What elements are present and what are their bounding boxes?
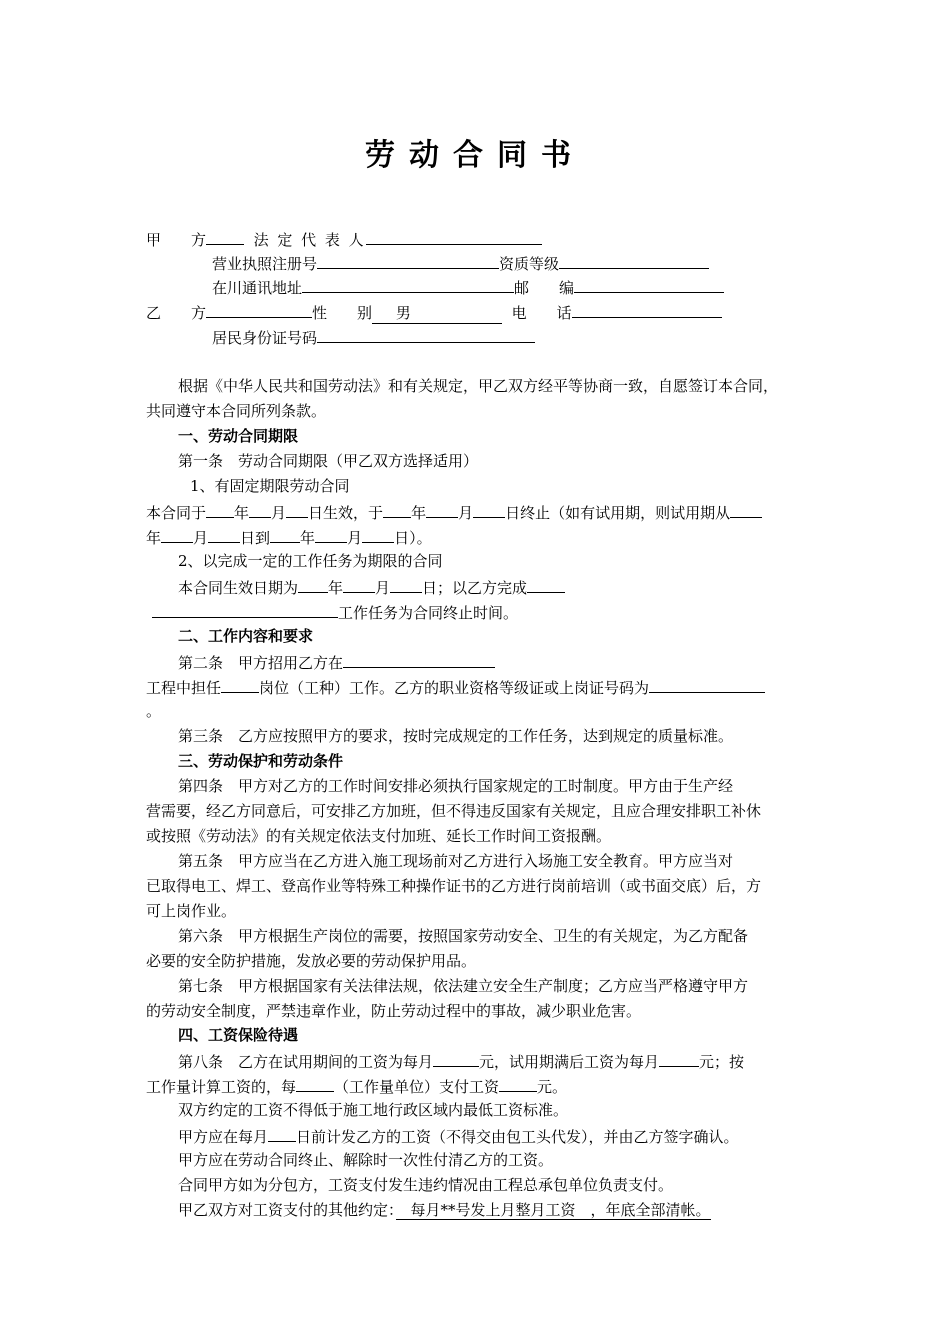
item-2: 2、以完成一定的工作任务为期限的合同	[178, 552, 443, 570]
legal-rep-blank	[366, 228, 542, 245]
article-6-line-1: 第六条 甲方根据生产岗位的需要，按照国家劳动安全、卫生的有关规定，为乙方配备	[178, 927, 749, 945]
article-4-line-3: 或按照《劳动法》的有关规定依法支付加班、延长工作时间工资报酬。	[146, 827, 612, 845]
section-1-heading: 一、劳动合同期限	[178, 427, 299, 445]
address-blank	[302, 276, 514, 293]
party-a-label: 甲 方	[146, 231, 207, 249]
article-6-line-2: 必要的安全防护措施，发放必要的劳动保护用品。	[146, 952, 477, 970]
section-3-heading: 三、劳动保护和劳动条件	[178, 752, 344, 770]
other-agreement-label: 甲乙双方对工资支付的其他约定：	[178, 1201, 396, 1219]
article-2-line-2: 工程中担任 岗位（工种）工作。乙方的职业资格等级证或上岗证号码为	[146, 676, 765, 698]
party-b-line	[146, 301, 722, 324]
article-8-line-1: 第八条 乙方在试用期间的工资为每月 元，试用期满后工资为每月 元；按	[178, 1050, 744, 1072]
article-2-line-3: 。	[146, 702, 162, 720]
intro-line-2: 共同遵守本合同所列条款。	[146, 402, 327, 420]
license-line	[212, 252, 709, 274]
section-4-heading: 四、工资保险待遇	[178, 1026, 299, 1044]
article-7-line-2: 的劳动安全制度，严禁违章作业，防止劳动过程中的事故，减少职业危害。	[146, 1002, 642, 1020]
task-line-2: 工作任务为合同终止时间。	[152, 601, 518, 623]
party-b-label: 乙 方	[146, 304, 207, 322]
article-7-line-1: 第七条 甲方根据国家有关法律法规，依法建立安全生产制度；乙方应当严格遵守甲方	[178, 977, 749, 995]
wage-clause-5	[178, 1200, 711, 1220]
phone-label: 电 话	[511, 304, 572, 322]
legal-rep-label: 法 定 代 表 人	[253, 231, 366, 249]
article-8-line-2: 工作量计算工资的，每 （工作量单位）支付工资 元。	[146, 1075, 567, 1097]
id-label: 居民身份证号码	[212, 329, 318, 347]
article-3: 第三条 乙方应按照甲方的要求，按时完成规定的工作任务，达到规定的质量标准。	[178, 727, 734, 745]
address-label: 在川通讯地址	[212, 279, 303, 297]
article-2-line-1: 第二条 甲方招用乙方在	[178, 651, 495, 673]
article-5-line-3: 可上岗作业。	[146, 902, 237, 920]
license-label: 营业执照注册号	[212, 255, 318, 273]
license-blank	[317, 252, 499, 269]
id-line	[212, 326, 535, 348]
wage-clause-4: 合同甲方如为分包方，工资支付发生违约情况由工程总承包单位负责支付。	[178, 1176, 674, 1194]
intro-line-1: 根据《中华人民共和国劳动法》和有关规定，甲乙双方经平等协商一致，自愿签订本合同，	[178, 377, 779, 395]
section-2-heading: 二、工作内容和要求	[178, 627, 314, 645]
article-4-line-2: 营需要，经乙方同意后，可安排乙方加班，但不得违反国家有关规定，且应合理安排职工补休	[146, 802, 762, 820]
id-blank	[317, 326, 535, 343]
party-a-line	[146, 228, 542, 250]
article-5-line-2: 已取得电工、焊工、登高作业等特殊工种操作证书的乙方进行岗前培训（或书面交底）后，方	[146, 877, 762, 895]
article-5-line-1: 第五条 甲方应当在乙方进入施工现场前对乙方进行入场施工安全教育。甲方应当对	[178, 852, 734, 870]
postcode-label: 邮 编	[514, 279, 575, 297]
item-1: 1、有固定期限劳动合同	[190, 477, 350, 495]
phone-blank	[572, 301, 722, 318]
task-line-1: 本合同生效日期为 年 月 日；以乙方完成	[178, 576, 565, 598]
party-a-blank	[206, 228, 244, 245]
postcode-blank	[574, 276, 724, 293]
gender-label: 性 别	[312, 304, 373, 322]
wage-clause-3: 甲方应在劳动合同终止、解除时一次性付清乙方的工资。	[178, 1151, 554, 1169]
address-line	[212, 276, 724, 298]
qualification-blank	[559, 252, 709, 269]
gender-value: 男	[372, 303, 502, 324]
article-1: 第一条 劳动合同期限（甲乙双方选择适用）	[178, 452, 479, 470]
term-line-1: 本合同于 年 月 日生效，于 年 月 日终止（如有试用期，则试用期从	[146, 501, 762, 523]
article-4-line-1: 第四条 甲方对乙方的工作时间安排必须执行国家规定的工时制度。甲方由于生产经	[178, 777, 734, 795]
wage-clause-2: 甲方应在每月 日前计发乙方的工资（不得交由包工头代发），并由乙方签字确认。	[178, 1125, 739, 1147]
page-title: 劳动合同书	[365, 138, 585, 173]
qualification-label: 资质等级	[499, 255, 560, 273]
term-line-2: 年 月 日到 年 月 日）。	[146, 526, 432, 548]
party-b-blank	[206, 301, 312, 318]
wage-clause-1: 双方约定的工资不得低于施工地行政区域内最低工资标准。	[178, 1101, 569, 1119]
other-agreement-value: 每月**号发上月整月工资 ，年底全部清帐。	[395, 1201, 711, 1219]
